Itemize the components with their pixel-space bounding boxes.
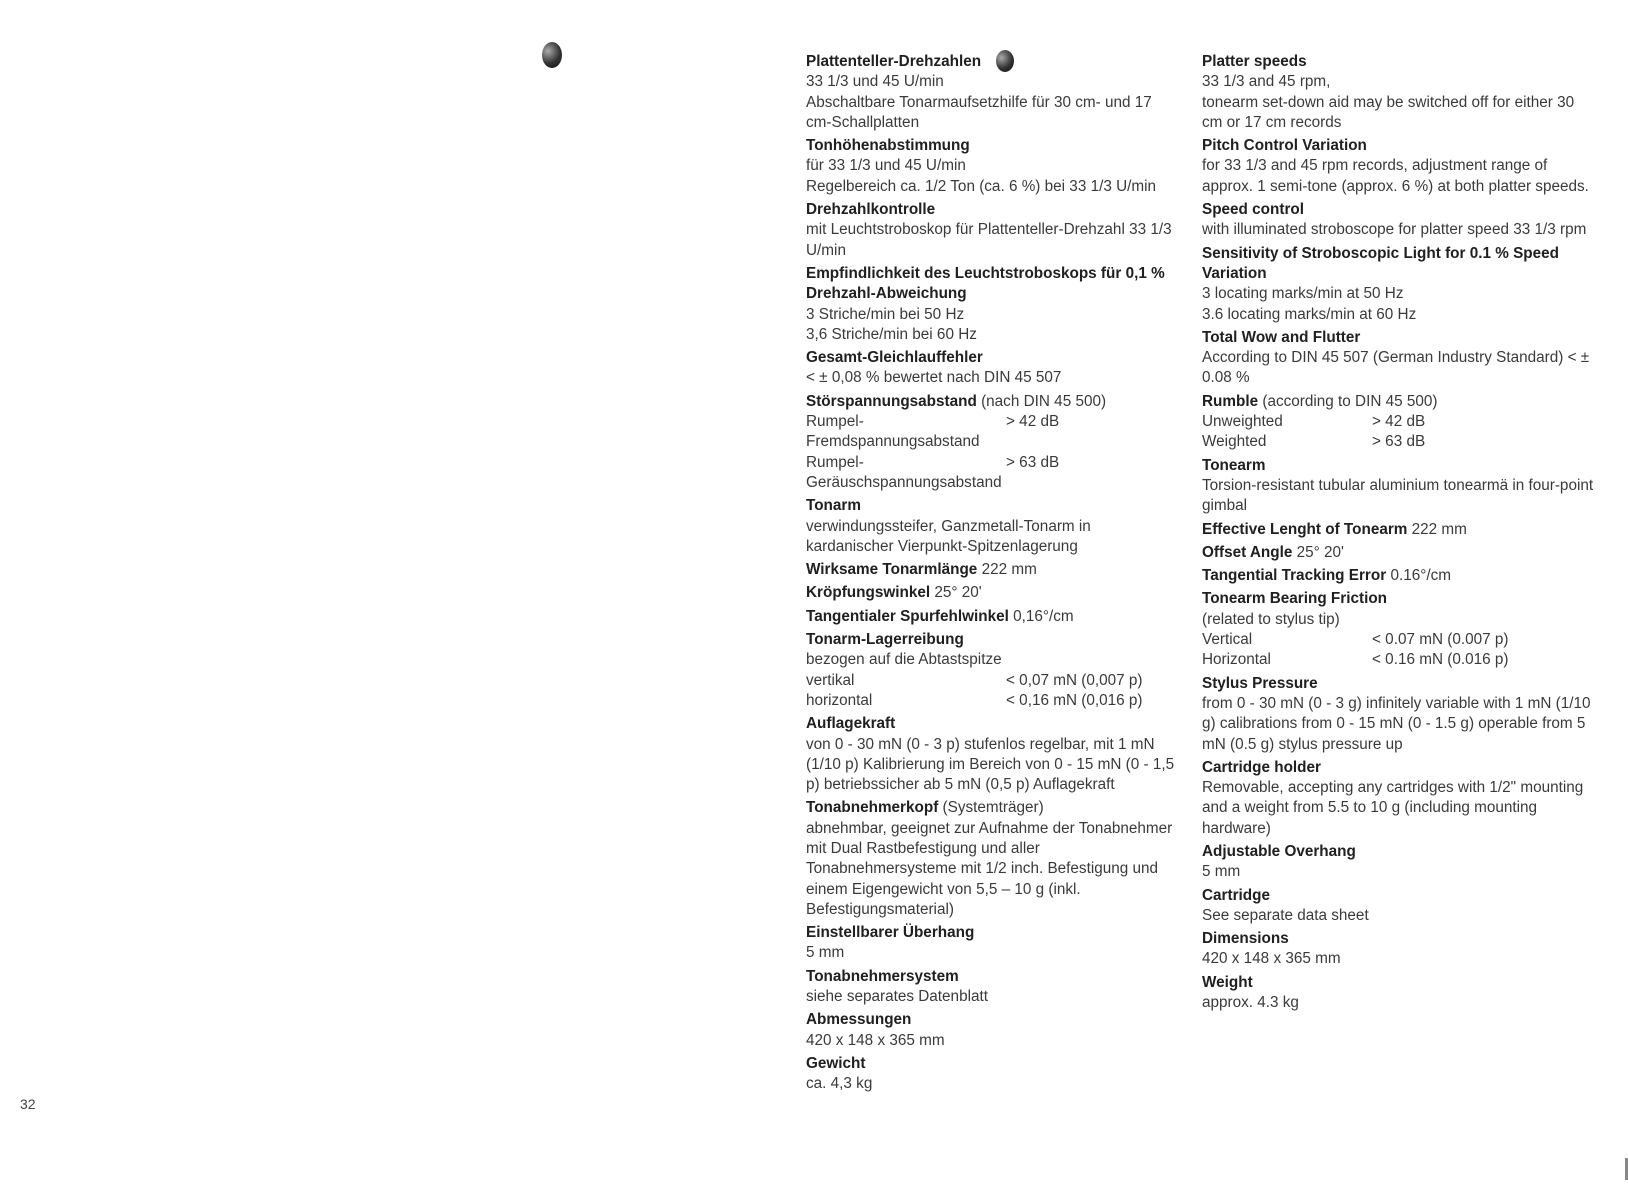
spec-inline-value: 25° 20' bbox=[934, 584, 982, 602]
spec-item bbox=[806, 136, 1176, 197]
spec-heading: Auflagekraft bbox=[806, 715, 896, 733]
spec-heading: Plattenteller-Drehzahlen bbox=[806, 53, 982, 70]
spec-value: Regelbereich ca. 1/2 Ton (ca. 6 %) bei 33 1/3 U/min bbox=[806, 177, 1157, 195]
spec-value: 3.6 locating marks/min at 60 Hz bbox=[1202, 305, 1417, 323]
spec-item bbox=[806, 798, 1176, 920]
spec-value: 420 x 148 x 365 mm bbox=[1202, 950, 1341, 968]
spec-heading-line bbox=[806, 264, 1176, 305]
spec-heading-line bbox=[1202, 589, 1594, 609]
spec-item bbox=[1202, 543, 1594, 563]
spec-item bbox=[1202, 520, 1594, 540]
spec-heading: Tonearm bbox=[1202, 456, 1266, 474]
spec-heading-line bbox=[806, 798, 1176, 818]
spec-item bbox=[806, 630, 1176, 711]
spec-heading-line bbox=[1202, 52, 1594, 72]
spec-heading: Sensitivity of Stroboscopic Light for 0.1 % Speed Variation bbox=[1202, 244, 1559, 282]
spec-value-row bbox=[806, 691, 1176, 711]
spec-heading: Tonarm bbox=[806, 497, 861, 515]
spec-value: 3 locating marks/min at 50 Hz bbox=[1202, 285, 1404, 303]
spec-heading-line bbox=[806, 52, 1176, 72]
spec-value: Abschaltbare Tonarmaufsetzhilfe für 30 cm- und 17 cm-Schallplatten bbox=[806, 93, 1152, 131]
spec-row-value: < 0.16 mN (0.016 p) bbox=[1372, 651, 1509, 669]
spec-row-label: vertikal bbox=[806, 671, 855, 689]
spec-item bbox=[1202, 566, 1594, 586]
spec-item bbox=[806, 583, 1176, 603]
spec-heading-note: (Systemträger) bbox=[942, 799, 1044, 817]
spec-item bbox=[1202, 589, 1594, 670]
spec-heading: Tonabnehmerkopf bbox=[806, 799, 939, 817]
spec-heading-line bbox=[806, 967, 1176, 987]
spec-heading: Empfindlichkeit des Leuchtstroboskops für 0,1 % Drehzahl-Abweichung bbox=[806, 264, 1165, 303]
spec-item bbox=[806, 923, 1176, 964]
spec-row-value: > 63 dB bbox=[1006, 453, 1060, 471]
spec-heading: Rumble bbox=[1202, 392, 1259, 410]
spec-value: According to DIN 45 507 (German Industry Standard) < ± 0.08 % bbox=[1202, 349, 1590, 387]
spec-item bbox=[1202, 328, 1594, 389]
spec-item bbox=[1202, 886, 1594, 927]
spec-heading-line bbox=[806, 607, 1176, 627]
spec-value: 3,6 Striche/min bei 60 Hz bbox=[806, 325, 977, 343]
spec-item bbox=[806, 560, 1176, 580]
spec-value-row bbox=[806, 412, 1176, 453]
page-number: 32 bbox=[20, 1096, 36, 1112]
spec-item bbox=[806, 967, 1176, 1008]
spec-heading-note: (nach DIN 45 500) bbox=[981, 392, 1107, 410]
spec-value: 5 mm bbox=[1202, 863, 1241, 881]
spec-heading: Total Wow and Flutter bbox=[1202, 328, 1361, 346]
spec-heading-line bbox=[1202, 842, 1594, 862]
spec-heading-line bbox=[1202, 328, 1594, 348]
spec-heading: Drehzahlkontrolle bbox=[806, 201, 936, 219]
spec-value-row bbox=[1202, 650, 1594, 670]
spec-heading: Wirksame Tonarmlänge bbox=[806, 561, 978, 579]
spec-item bbox=[1202, 456, 1594, 517]
spec-value: 33 1/3 und 45 U/min bbox=[806, 73, 944, 91]
spec-value: für 33 1/3 und 45 U/min bbox=[806, 157, 966, 175]
spec-value: tonearm set-down aid may be switched off for either 30 cm or 17 cm records bbox=[1202, 93, 1575, 131]
spec-heading-line bbox=[1202, 392, 1594, 412]
spec-heading: Tonarm-Lagerreibung bbox=[806, 631, 964, 649]
spec-item bbox=[806, 392, 1176, 493]
spec-item bbox=[1202, 244, 1594, 325]
spec-row-value: > 42 dB bbox=[1372, 413, 1426, 431]
spec-heading-line bbox=[806, 630, 1176, 650]
spec-item bbox=[806, 714, 1176, 795]
spec-row-value: > 63 dB bbox=[1372, 433, 1426, 451]
spec-heading-line bbox=[1202, 244, 1594, 285]
spec-value: for 33 1/3 and 45 rpm records, adjustment range of approx. 1 semi-tone (approx. 6 %) at both platter speeds. bbox=[1202, 157, 1589, 195]
spec-heading: Tonearm Bearing Friction bbox=[1202, 590, 1388, 608]
spec-heading: Platter speeds bbox=[1202, 53, 1307, 70]
spec-row-label: horizontal bbox=[806, 691, 873, 709]
spec-value: from 0 - 30 mN (0 - 3 g) infinitely variable with 1 mN (1/10 g) calibrations from 0 - 15 mN (0 - 1.5 g) operable from 5 mN (0.5 g) stylus pressure up bbox=[1202, 694, 1591, 753]
spec-heading: Abmessungen bbox=[806, 1011, 912, 1029]
spec-value: Torsion-resistant tubular aluminium tonearmä in four-point gimbal bbox=[1202, 476, 1594, 515]
english-spec-column bbox=[1202, 52, 1594, 1016]
spec-value: mit Leuchtstroboskop für Plattenteller-Drehzahl 33 1/3 U/min bbox=[806, 221, 1172, 259]
spec-value: 33 1/3 and 45 rpm, bbox=[1202, 73, 1331, 91]
spec-heading-line bbox=[1202, 456, 1594, 476]
spec-heading-line bbox=[806, 923, 1176, 943]
spec-item bbox=[1202, 52, 1594, 133]
spec-inline-value: 222 mm bbox=[981, 561, 1037, 579]
spec-heading: Offset Angle bbox=[1202, 543, 1293, 561]
spec-item bbox=[1202, 973, 1594, 1014]
spec-heading: Gesamt-Gleichlauffehler bbox=[806, 349, 983, 367]
spec-heading: Tangential Tracking Error bbox=[1202, 567, 1387, 585]
spec-item bbox=[1202, 392, 1594, 453]
spec-heading-line bbox=[806, 1054, 1176, 1074]
spec-value-row bbox=[806, 453, 1176, 494]
spec-item bbox=[806, 1010, 1176, 1051]
spec-value: See separate data sheet bbox=[1202, 906, 1369, 924]
spec-item bbox=[1202, 929, 1594, 970]
spec-value: abnehmbar, geeignet zur Aufnahme der Tonabnehmer mit Dual Rastbefestigung und aller Tonabnehmersysteme mit 1/2 inch. Befestigung und einem Eigengewicht von 5,5 – 10 g (inkl. Befestigungsmaterial) bbox=[806, 819, 1173, 918]
spec-value: approx. 4.3 kg bbox=[1202, 994, 1299, 1012]
spec-heading: Speed control bbox=[1202, 201, 1304, 219]
spec-item bbox=[806, 1054, 1176, 1095]
spec-item bbox=[806, 496, 1176, 557]
spec-heading-line bbox=[806, 583, 1176, 603]
spec-heading-line bbox=[806, 560, 1176, 580]
spec-row-label: Vertical bbox=[1202, 631, 1253, 649]
scan-blemish-mark bbox=[542, 42, 562, 68]
spec-heading: Pitch Control Variation bbox=[1202, 137, 1367, 155]
spec-item bbox=[806, 607, 1176, 627]
spec-value: (related to stylus tip) bbox=[1202, 610, 1340, 628]
spec-item bbox=[806, 348, 1176, 389]
spec-row-value: < 0,16 mN (0,016 p) bbox=[1006, 691, 1143, 709]
spec-heading: Cartridge bbox=[1202, 886, 1270, 904]
spec-value: ca. 4,3 kg bbox=[806, 1075, 873, 1093]
spec-heading: Weight bbox=[1202, 973, 1253, 991]
spec-row-label: Rumpel-Geräuschspannungsabstand bbox=[806, 453, 1002, 491]
spec-heading: Tonabnehmersystem bbox=[806, 967, 959, 985]
spec-heading-line bbox=[1202, 543, 1594, 563]
spec-heading: Adjustable Overhang bbox=[1202, 842, 1356, 860]
spec-item bbox=[1202, 200, 1594, 241]
spec-heading-line bbox=[1202, 520, 1594, 540]
spec-heading-line bbox=[1202, 136, 1594, 156]
spec-value: with illuminated stroboscope for platter speed 33 1/3 rpm bbox=[1202, 221, 1587, 239]
spec-heading: Dimensions bbox=[1202, 930, 1289, 948]
spec-row-label: Unweighted bbox=[1202, 413, 1283, 431]
spec-row-label: Rumpel-Fremdspannungsabstand bbox=[806, 413, 980, 451]
spec-value: siehe separates Datenblatt bbox=[806, 988, 988, 1006]
spec-heading-note: (according to DIN 45 500) bbox=[1262, 392, 1438, 410]
spec-inline-value: 0.16°/cm bbox=[1390, 567, 1451, 585]
spec-heading: Gewicht bbox=[806, 1054, 866, 1072]
spec-value: Removable, accepting any cartridges with 1/2" mounting and a weight from 5.5 to 10 g (including mounting hardware) bbox=[1202, 779, 1584, 837]
spec-row-label: Weighted bbox=[1202, 433, 1267, 451]
spec-item bbox=[1202, 758, 1594, 839]
spec-heading-line bbox=[1202, 929, 1594, 949]
spec-heading-line bbox=[806, 348, 1176, 368]
spec-heading: Cartridge holder bbox=[1202, 758, 1321, 776]
spec-value-row bbox=[1202, 630, 1594, 650]
spec-item bbox=[806, 52, 1176, 133]
spec-value: < ± 0,08 % bewertet nach DIN 45 507 bbox=[806, 369, 1062, 387]
spec-item bbox=[806, 200, 1176, 261]
spec-heading-line bbox=[1202, 973, 1594, 993]
german-spec-column bbox=[806, 52, 1176, 1098]
spec-heading-line bbox=[806, 136, 1176, 156]
spec-item bbox=[1202, 842, 1594, 883]
spec-heading-line bbox=[806, 392, 1176, 412]
spec-heading: Stylus Pressure bbox=[1202, 674, 1318, 692]
spec-heading-line bbox=[1202, 758, 1594, 778]
spec-heading-line bbox=[806, 714, 1176, 734]
spec-heading: Störspannungsabstand bbox=[806, 392, 977, 410]
spec-row-value: < 0,07 mN (0,007 p) bbox=[1006, 671, 1143, 689]
spec-inline-value: 0,16°/cm bbox=[1013, 607, 1074, 625]
spec-value: 420 x 148 x 365 mm bbox=[806, 1031, 945, 1049]
spec-item bbox=[1202, 674, 1594, 755]
spec-heading: Kröpfungswinkel bbox=[806, 584, 931, 602]
spec-value: verwindungssteifer, Ganzmetall-Tonarm in kardanischer Vierpunkt-Spitzenlagerung bbox=[806, 517, 1091, 555]
spec-value: 5 mm bbox=[806, 944, 845, 962]
spec-inline-value: 25° 20' bbox=[1296, 543, 1344, 561]
spec-value: von 0 - 30 mN (0 - 3 p) stufenlos regelbar, mit 1 mN (1/10 p) Kalibrierung im Bereich von 0 - 15 mN (0 - 1,5 p) betriebssicher ab 5 mN (0,5 p) Auflagekraft bbox=[806, 735, 1175, 794]
spec-value: 3 Striche/min bei 50 Hz bbox=[806, 305, 965, 323]
spec-heading: Einstellbarer Überhang bbox=[806, 924, 975, 942]
spec-inline-value: 222 mm bbox=[1411, 520, 1467, 538]
spec-heading-line bbox=[806, 496, 1176, 516]
spec-row-value: > 42 dB bbox=[1006, 413, 1060, 431]
spec-heading: Tangentialer Spurfehlwinkel bbox=[806, 607, 1009, 625]
spec-row-label: Horizontal bbox=[1202, 651, 1271, 669]
spec-heading-line bbox=[806, 200, 1176, 220]
spec-item bbox=[1202, 136, 1594, 197]
spec-value: bezogen auf die Abtastspitze bbox=[806, 651, 1002, 669]
spec-value-row bbox=[806, 671, 1176, 691]
spec-value-row bbox=[1202, 412, 1594, 432]
spec-row-value: < 0.07 mN (0.007 p) bbox=[1372, 631, 1509, 649]
spec-heading: Tonhöhenabstimmung bbox=[806, 137, 970, 155]
spec-heading-line bbox=[1202, 886, 1594, 906]
spec-heading-line bbox=[1202, 674, 1594, 694]
spec-value-row bbox=[1202, 432, 1594, 452]
spec-item bbox=[806, 264, 1176, 345]
spec-heading-line bbox=[1202, 566, 1594, 586]
spec-heading-line bbox=[806, 1010, 1176, 1030]
spec-heading: Effective Lenght of Tonearm bbox=[1202, 520, 1408, 538]
spec-heading-line bbox=[1202, 200, 1594, 220]
